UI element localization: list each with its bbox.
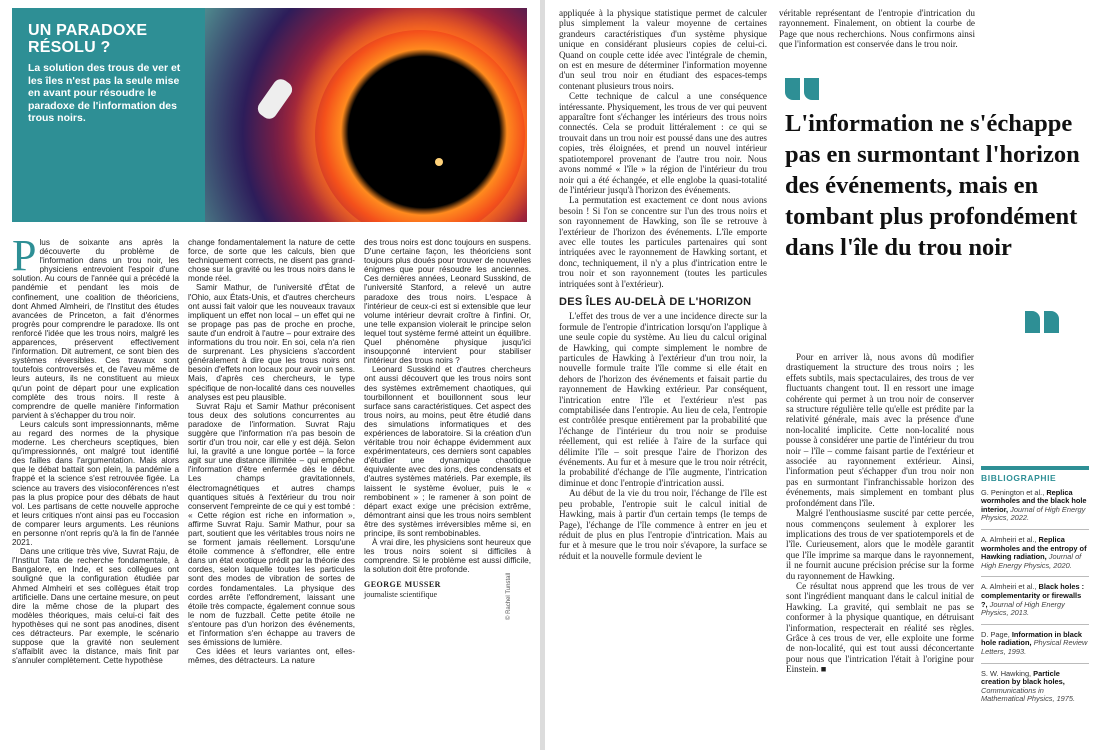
hero-banner xyxy=(12,8,527,222)
author-name: GEORGE MUSSER xyxy=(364,580,441,590)
paragraph: Dans une critique très vive, Suvrat Raju, de l'Institut Tata de recherche fondamentale, à Bangalore, en Inde, et ses collègues ont souligné que la configuration étudiée par Ahmed Almheiri et ses collègues était trop artificielle. Dans une certaine mesure, on peut dire la même chose de la plupart des modèles théoriques, mais celui-ci fait des hypothèses qui ne sont pas anodines, disent ces détracteurs. Par exemple, le scénario suppose que la gravité non seulement s'affaiblit avec la distance, mais finit par s'annuler complètement. Cette hypothèse xyxy=(12,547,179,666)
photo-credit: © Rachel Tunstall xyxy=(506,572,512,620)
article-column-5 xyxy=(779,8,975,50)
left-page xyxy=(0,0,540,750)
article-column-3 xyxy=(364,238,531,599)
paragraph: véritable représentant de l'entropie d'intrication du rayonnement. Finalement, on obtient la courbe de Page que nous recherchions. Nous confirmons ainsi que l'information est conservée dans le trou noir. xyxy=(779,8,975,50)
paragraph: L'effet des trous de ver a une incidence directe sur la formule de l'entropie d'intrication lorsqu'on l'applique à une seule copie du système. Au lieu du calcul original de Hawking, qui compte simplement le nombre de particules de Hawking à l'extérieur d'un trou noir, la nouvelle formule traite l'île comme si elle était en dehors de l'horizon des événements et faisait partie du rayonnement de Hawking extérieur. Par conséquent, l'intrication entre l'île et l'extérieur n'est pas comptabilisée dans l'entropie. Au lieu de cela, l'entropie est contrôlée presque entièrement par la probabilité que l'échange de l'intérieur du trou noir se produise réellement, qui est reliée à l'aire de la surface qui délimite l'île – soit presque l'aire de l'horizon des événements. Au fur et à mesure que le trou noir rétrécit, la probabilité d'échange de l'île augmente, l'intrication diminue et donc l'entropie d'intrication aussi. xyxy=(559,311,767,488)
intro-box xyxy=(12,8,205,222)
reference-item: A. Almheiri et al., Replica wormholes and the entropy of Hawking radiation, Journal of High Energy Physics, 2020. xyxy=(981,536,1089,577)
paragraph: change fondamentalement la nature de cette force, de sorte que les calculs, bien que techniquement corrects, ne disent pas grand-chose sur la gravité ou les trous noirs dans le monde réel. xyxy=(188,238,355,284)
pull-quote xyxy=(785,78,1085,263)
paragraph: À vrai dire, les physiciens sont heureux que les trous noirs soient si difficiles à comprendre. Si le problème est aussi difficile, la solution doit être profonde. xyxy=(364,538,531,575)
intro-lede: La solution des trous de ver et les îles n'est pas la seule mise en avant pour résoudre le paradoxe de l'information des trous noirs. xyxy=(28,62,181,124)
paragraph: Au début de la vie du trou noir, l'échange de l'île est peu probable, l'entropie suit le calcul initial de Hawking, mais à partir d'un certain temps (le temps de Page), l'échange de l'île commence à entrer en jeu et réduit de plus en plus l'entropie d'intrication. Mais au fur et à mesure que le trou noir s'évapore, la surface se réduit et la nouvelle formule devient le xyxy=(559,488,767,561)
paragraph: Suvrat Raju et Samir Mathur préconisent tous deux des solutions concurrentes au paradoxe de l'information. Suvrat Raju suggère que l'information n'a pas besoin de sortir d'un trou noir, car elle y est déjà. Selon lui, la gravité a une longue portée – la force agit sur une distance illimitée – qui empêche l'information d'être enfermée dès le début. Les champs gravitationnels, électromagnétiques et autres champs quantiques situés à l'extérieur du trou noir conservent l'empreinte de ce qui y est tombé : « Cette région est riche en information », affirme Suvrat Raju. Samir Mathur, pour sa part, soutient que les véritables trous noirs ne se forment jamais réellement. Lorsqu'une étoile commence à s'effondrer, elle entre dans un état exotique prédit par la théorie des cordes, selon laquelle toutes les particules sont des modes de vibration de sortes de cordes fondamentales. La physique des cordes arrête l'effondrement, laissant une étoile très compacte, également connue sous le nom de fuzzball. Cette petite étoile ne s'entoure pas d'un horizon des événements, et l'information s'en échappe au travers de ses émissions de lumière. xyxy=(188,401,355,648)
paragraph: Malgré l'enthousiasme suscité par cette percée, nous commençons seulement à explorer les implications des trous de ver spatiotemporels et de l'île. Curieusement, alors que le modèle garantit que l'île imprime sa marque dans le rayonnement, il ne fournit aucune précision précise sur la forme du rayonnement de Hawking. xyxy=(786,508,974,581)
reference-item: G. Penington et al., Replica wormholes and the black hole interior, Journal of High Energy Physics, 2022. xyxy=(981,489,1089,530)
falling-figure xyxy=(255,76,295,122)
paragraph: La permutation est exactement ce dont nous avions besoin ! Si l'on se concentre sur l'un des trous noirs et son rayonnement de Hawking, son île se retrouve à l'extérieur de l'horizon des événements. L'île emporte avec elle toutes les particules partenaires qui sont intriquées avec le rayonnement de Hawking sortant, et donc, techniquement, il n'y a plus d'intrication entre le trou noir et son rayonnement (toutes les particules intriquées sont à l'extérieur). xyxy=(559,195,767,289)
open-quote-icon xyxy=(785,78,823,100)
section-subheading: DES ÎLES AU-DELÀ DE L'HORIZON xyxy=(559,295,752,308)
paragraph: Samir Mathur, de l'université d'État de l'Ohio, aux États-Unis, et d'autres chercheurs ont aussi fait valoir que les nouveaux travaux impliquent un effet non local – un effet qui ne se propage pas pas de proche en proche, saute d'un endroit à l'autre – pour extraire des informations du trou noir. En soi, cela n'a rien de surprenant. Les physiciens s'accordent généralement à dire que les trous noirs ont besoin d'effets non locaux pour avoir un sens. Mais, d'après ces chercheurs, le type spécifique de non-localité dans ces nouvelles analyses est peu plausible. xyxy=(188,283,355,402)
paragraph: Pour en arriver là, nous avons dû modifier drastiquement la structure des trous noirs ; les effets subtils, mais spectaculaires, des trous de ver fluctuants changent tout. Il en ressort une image cohérente qui permet à un trou noir de conserver sa structure régulière telle qu'elle est prédite par la relativité générale, mais avec la présence d'une non-localité implicite. Cette non-localité nous pousse à considérer une partie de l'intérieur du trou noir – l'île – comme faisant partie de l'extérieur et associée au rayonnement extérieur. Ainsi, l'information peut s'échapper d'un trou noir non pas en surmontant l'infranchissable horizon des événements, mais simplement en tombant plus profondément dans l'île. xyxy=(786,352,974,508)
paragraph: Ce résultat nous apprend que les trous de ver sont l'ingrédient manquant dans le calcul initial de Hawking. La gravité, qui semblait ne pas se conformer à la physique quantique, en détruisant l'information, respecterait en réalité ses règles. Grâce à ces trous de ver, elle exploite une forme de non-localité, qui est tout aussi déconcertante pour nous que l'intrication l'était à l'origine pour Einstein. ■ xyxy=(786,580,974,675)
pull-quote-text: L'information ne s'échappe pas en surmontant l'horizon des événements, mais en tombant plus profondément dans l'île du trou noir xyxy=(785,110,1080,261)
article-column-4 xyxy=(559,8,767,561)
paragraph: appliquée à la physique statistique permet de calculer plus simplement la valeur moyenne de certaines grandeurs caractéristiques d'un système physique unique en considérant plusieurs copies de celui-ci. Quand on couple cette idée avec l'intégrale de chemin, on est en mesure de déterminer l'information moyenne d'un seul trou noir en étudiant des espaces-temps contenant plusieurs trous noirs. xyxy=(559,8,767,91)
article-column-1 xyxy=(12,231,179,666)
drop-cap: P xyxy=(12,231,37,280)
paragraph: Leurs calculs sont impressionnants, même au regard des normes de la physique moderne. Les chercheurs sceptiques, bien qu'impressionnés, ont malgré tout identifié des failles dans l'argumentation. Mais alors que le débat battait son plein, la pandémie a frappé et la science s'est retrouvée figée. La science au travers des visioconférences n'est pas la plus propice pour des débats de haut vol. Les partisans de cette nouvelle approche et leurs critiques n'ont ainsi pas eu l'occasion de comparer leurs arguments. Les réunions en personne n'ont repris qu'à la fin de l'année 2021. xyxy=(12,419,179,548)
reference-item: D. Page, Information in black hole radiation, Physical Review Letters, 1993. xyxy=(981,631,1089,664)
accretion-glow xyxy=(315,30,525,222)
paragraph: Ces idées et leurs variantes ont, elles-mêmes, des détracteurs. La nature xyxy=(188,647,355,666)
black-hole-illustration xyxy=(205,8,527,222)
article-column-6 xyxy=(786,352,974,675)
author-role: journaliste scientifique xyxy=(364,589,438,599)
right-page xyxy=(545,0,1094,750)
close-quote-icon xyxy=(1021,311,1059,333)
reference-item: S. W. Hawking, Particle creation by black holes, Communications in Mathematical Physics, 1975. xyxy=(981,668,1076,704)
paragraph: Leonard Susskind et d'autres chercheurs ont aussi découvert que les trous noirs sont des systèmes extrêmement chaotiques, qui tourbillonnent et bouillonnent sous leur surface sans caractéristiques. Cet aspect des trous noirs, au moins, peut être étudié dans des simulations informatiques et des expériences de laboratoire. Si la création d'un véritable trou noir échappe évidemment aux expérimentateurs, ces derniers sont capables d'étudier une dynamique chaotique équivalente avec des ions, des condensats et d'autres systèmes matériels. Par exemple, ils laissent le système évoluer, puis le « rembobinent » ; le ramener à son point de départ exact exige une précision extrême, démontrant ainsi que les trous noirs semblent être des systèmes irréversibles même si, en principe, ils sont rembobinables. xyxy=(364,365,531,538)
intro-title: UN PARADOXE RÉSOLU ? xyxy=(28,22,148,56)
light-spark xyxy=(435,158,443,166)
article-column-2 xyxy=(188,238,355,665)
paragraph: Plus de soixante ans après la découverte du problème de l'information dans un trou noir, les physiciens entrevoient l'espoir d'une solution. Au cours de l'année qui a précédé la pandémie et pendant les mois de confinement, une coalition de théoriciens, dont Ahmed Almheiri, de l'Institut des études avancées de Princeton, a fait d'énormes progrès pour comprendre le paradoxe. Ils ont renforcé l'idée que les trous noirs, malgré les apparences, préservent effectivement l'information. Dit autrement, ce sont bien des systèmes réversibles. Ces travaux sont toutefois controversés et, de l'aveu même de leurs auteurs, ils ne constituent au mieux qu'un point de départ pour une explication complète des trous noirs. Il reste à comprendre de quelle manière l'information parvient à s'échapper du trou noir. xyxy=(12,231,179,420)
paragraph: des trous noirs est donc toujours en suspens. D'une certaine façon, les théoriciens sont toujours plus doués pour trouver de nouvelles énigmes que pour résoudre les anciennes. Ces dernières années, Leonard Susskind, de l'université Stanford, a relevé un autre paradoxe des trous noirs. L'espace à l'intérieur de ceux-ci est si extensible que leur volume intérieur devrait croître à l'infini. Or, une telle expansion violerait le principe selon lequel tout système fermé atteint un équilibre. Quel phénomène physique jusqu'ici insoupçonné intervient pour stabiliser l'intérieur des trous noirs ? xyxy=(364,238,531,366)
bibliography-title: BIBLIOGRAPHIE xyxy=(981,466,1089,483)
paragraph: Cette technique de calcul a une conséquence intéressante. Physiquement, les trous de ver qui peuvent apparaître font s'échanger les intérieurs des trous noirs connectés. Cela se produit littéralement : ce qui se trouvait dans un trou noir est poussé dans une des autres copies, très éloignées, et prend un nouvel intérieur spatiotemporel provenant de l'autre trou noir. Nous avons nommé « l'île » la région de l'intérieur du trou noir qui a été échangée, et elle englobe la quasi-totalité de l'intérieur jusqu'à l'horizon des événements. xyxy=(559,91,767,195)
bibliography xyxy=(981,466,1089,716)
reference-item: A. Almheiri et al., Black holes : complementarity or firewalls ?, Journal of High Energy Physics, 2013. xyxy=(981,583,1089,624)
